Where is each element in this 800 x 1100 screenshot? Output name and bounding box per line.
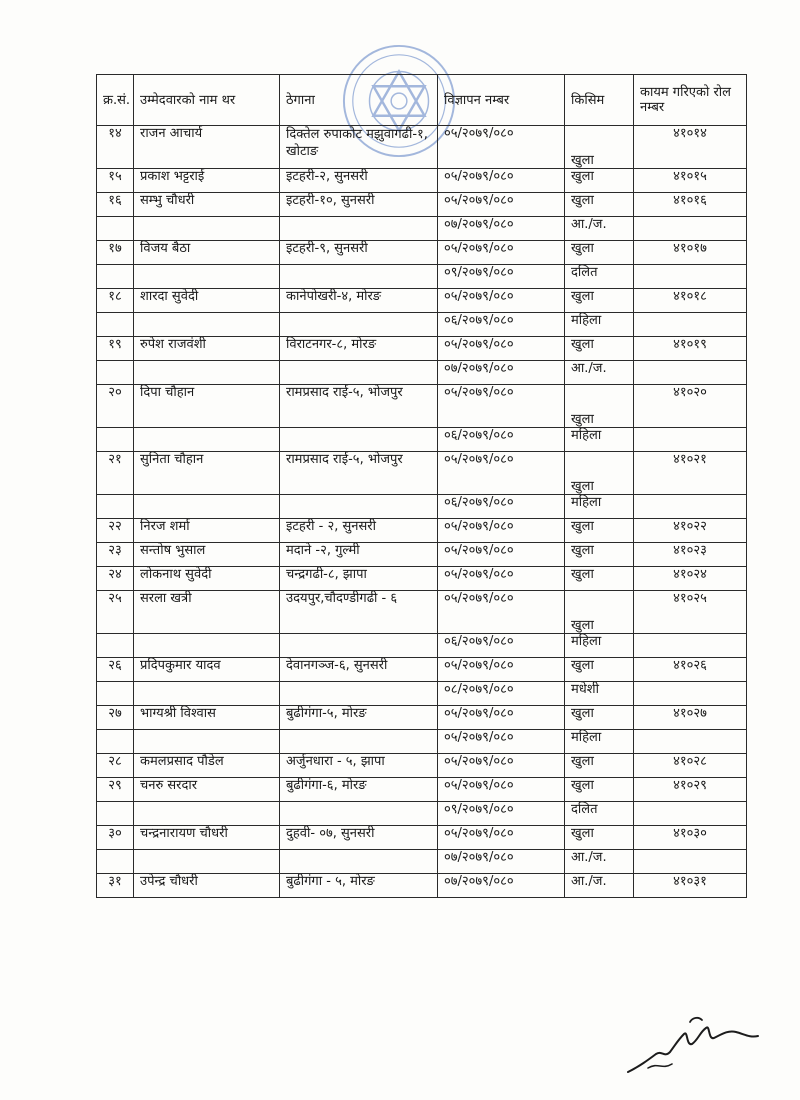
cell-serial: [97, 361, 134, 385]
cell-roll: ४१०२७: [634, 706, 747, 730]
cell-address: इटहरी-१०, सुनसरी: [280, 193, 438, 217]
cell-ad-no: ०९/२०७९/०८०: [438, 265, 565, 289]
cell-roll: ४१०२४: [634, 567, 747, 591]
cell-serial: २३: [97, 543, 134, 567]
cell-name: [134, 802, 280, 826]
cell-serial: [97, 217, 134, 241]
table-row: [97, 591, 747, 634]
table-row: [97, 682, 747, 706]
cell-serial: १७: [97, 241, 134, 265]
table-row: [97, 706, 747, 730]
cell-name: विजय बैठा: [134, 241, 280, 265]
cell-name: सम्भु चौधरी: [134, 193, 280, 217]
cell-name: [134, 634, 280, 658]
cell-serial: १९: [97, 337, 134, 361]
cell-name: लोकनाथ सुवेदी: [134, 567, 280, 591]
cell-address: [280, 730, 438, 754]
header-address: ठेगाना: [280, 75, 438, 126]
cell-ad-no: ०७/२०७९/०८०: [438, 850, 565, 874]
cell-serial: २७: [97, 706, 134, 730]
cell-type: मधेशी: [565, 682, 634, 706]
cell-address: कानेपोखरी-४, मोरङ: [280, 289, 438, 313]
cell-roll: [634, 217, 747, 241]
cell-roll: ४१०२६: [634, 658, 747, 682]
cell-ad-no: ०५/२०७९/०८०: [438, 385, 565, 428]
cell-name: भाग्यश्री विश्वास: [134, 706, 280, 730]
cell-address: रामप्रसाद राई-५, भोजपुर: [280, 452, 438, 495]
cell-type: महिला: [565, 313, 634, 337]
cell-roll: ४१०१४: [634, 126, 747, 169]
cell-ad-no: ०५/२०७९/०८०: [438, 591, 565, 634]
cell-type: खुला: [565, 778, 634, 802]
table-row: [97, 567, 747, 591]
cell-address: [280, 850, 438, 874]
cell-address: इटहरी-२, सुनसरी: [280, 169, 438, 193]
cell-serial: २२: [97, 519, 134, 543]
cell-type: खुला: [565, 519, 634, 543]
table-row: [97, 730, 747, 754]
table-row: [97, 385, 747, 428]
cell-serial: १४: [97, 126, 134, 169]
cell-type: आ./ज.: [565, 217, 634, 241]
cell-address: [280, 634, 438, 658]
cell-address: [280, 361, 438, 385]
cell-ad-no: ०६/२०७९/०८०: [438, 634, 565, 658]
cell-type: खुला: [565, 241, 634, 265]
table-row: [97, 428, 747, 452]
table-row: [97, 826, 747, 850]
cell-ad-no: ०५/२०७९/०८०: [438, 706, 565, 730]
cell-serial: [97, 682, 134, 706]
cell-serial: [97, 802, 134, 826]
cell-address: बुढीगंगा-६, मोरङ: [280, 778, 438, 802]
cell-name: दिपा चौहान: [134, 385, 280, 428]
cell-address: बुढीगंगा - ५, मोरङ: [280, 874, 438, 898]
cell-type: खुला: [565, 658, 634, 682]
cell-ad-no: ०५/२०७९/०८०: [438, 778, 565, 802]
cell-ad-no: ०५/२०७९/०८०: [438, 193, 565, 217]
cell-name: चनरु सरदार: [134, 778, 280, 802]
table-row: [97, 193, 747, 217]
header-ad-no: विज्ञापन नम्बर: [438, 75, 565, 126]
cell-serial: ३१: [97, 874, 134, 898]
cell-name: [134, 850, 280, 874]
table-row: [97, 265, 747, 289]
cell-ad-no: ०८/२०७९/०८०: [438, 682, 565, 706]
cell-ad-no: ०५/२०७९/०८०: [438, 519, 565, 543]
cell-name: [134, 313, 280, 337]
cell-name: [134, 265, 280, 289]
cell-type: खुला: [565, 385, 634, 428]
cell-address: चन्द्रगढी-८, झापा: [280, 567, 438, 591]
cell-serial: १६: [97, 193, 134, 217]
cell-serial: [97, 428, 134, 452]
cell-ad-no: ०७/२०७९/०८०: [438, 874, 565, 898]
cell-serial: [97, 313, 134, 337]
cell-name: उपेन्द्र चौधरी: [134, 874, 280, 898]
cell-name: [134, 730, 280, 754]
cell-type: महिला: [565, 495, 634, 519]
table-row: [97, 754, 747, 778]
cell-ad-no: ०५/२०७९/०८०: [438, 754, 565, 778]
cell-serial: १५: [97, 169, 134, 193]
cell-name: [134, 217, 280, 241]
cell-roll: ४१०२९: [634, 778, 747, 802]
cell-name: सुनिता चौहान: [134, 452, 280, 495]
cell-name: प्रकाश भट्टराई: [134, 169, 280, 193]
cell-roll: ४१०२१: [634, 452, 747, 495]
cell-type: आ./ज.: [565, 850, 634, 874]
table-row: [97, 241, 747, 265]
cell-ad-no: ०५/२०७९/०८०: [438, 658, 565, 682]
table-row: [97, 778, 747, 802]
cell-address: बुढीगंगा-५, मोरङ: [280, 706, 438, 730]
cell-roll: ४१०१६: [634, 193, 747, 217]
cell-roll: ४१०२३: [634, 543, 747, 567]
cell-ad-no: ०५/२०७९/०८०: [438, 452, 565, 495]
cell-roll: [634, 634, 747, 658]
cell-ad-no: ०७/२०७९/०८०: [438, 361, 565, 385]
table-row: [97, 495, 747, 519]
cell-type: खुला: [565, 452, 634, 495]
cell-roll: [634, 495, 747, 519]
cell-type: दलित: [565, 265, 634, 289]
cell-roll: ४१०१७: [634, 241, 747, 265]
table-row: [97, 289, 747, 313]
cell-serial: २९: [97, 778, 134, 802]
cell-serial: [97, 265, 134, 289]
header-serial: क्र.सं.: [97, 75, 134, 126]
cell-name: सन्तोष भुसाल: [134, 543, 280, 567]
cell-roll: [634, 265, 747, 289]
cell-ad-no: ०५/२०७९/०८०: [438, 826, 565, 850]
cell-serial: १८: [97, 289, 134, 313]
table-row: [97, 361, 747, 385]
cell-type: खुला: [565, 706, 634, 730]
header-type: किसिम: [565, 75, 634, 126]
table-row: [97, 313, 747, 337]
cell-roll: ४१०३१: [634, 874, 747, 898]
cell-type: आ./ज.: [565, 874, 634, 898]
cell-type: आ./ज.: [565, 361, 634, 385]
table-row: [97, 874, 747, 898]
cell-type: खुला: [565, 289, 634, 313]
cell-ad-no: ०५/२०७९/०८०: [438, 169, 565, 193]
table-row: [97, 217, 747, 241]
cell-address: [280, 682, 438, 706]
cell-address: दिक्तेल रुपाकोट मझुवागढी-१, खोटाङ: [280, 126, 438, 169]
cell-serial: २१: [97, 452, 134, 495]
cell-name: प्रदिपकुमार यादव: [134, 658, 280, 682]
cell-ad-no: ०६/२०७९/०८०: [438, 428, 565, 452]
cell-ad-no: ०५/२०७९/०८०: [438, 241, 565, 265]
cell-roll: [634, 313, 747, 337]
handwritten-signature: [618, 1010, 768, 1080]
header-name: उम्मेदवारको नाम थर: [134, 75, 280, 126]
cell-name: [134, 495, 280, 519]
cell-address: इटहरी - २, सुनसरी: [280, 519, 438, 543]
cell-serial: २६: [97, 658, 134, 682]
cell-type: खुला: [565, 543, 634, 567]
cell-type: खुला: [565, 567, 634, 591]
cell-name: [134, 361, 280, 385]
cell-type: महिला: [565, 428, 634, 452]
cell-name: चन्द्रनारायण चौधरी: [134, 826, 280, 850]
table-row: [97, 337, 747, 361]
cell-roll: [634, 361, 747, 385]
cell-type: खुला: [565, 193, 634, 217]
cell-address: रामप्रसाद राई-५, भोजपुर: [280, 385, 438, 428]
cell-roll: [634, 682, 747, 706]
cell-address: देवानगञ्ज-६, सुनसरी: [280, 658, 438, 682]
table-row: [97, 850, 747, 874]
cell-type: खुला: [565, 126, 634, 169]
cell-serial: [97, 850, 134, 874]
cell-serial: २८: [97, 754, 134, 778]
cell-type: खुला: [565, 826, 634, 850]
cell-type: खुला: [565, 754, 634, 778]
cell-type: खुला: [565, 337, 634, 361]
cell-roll: ४१०३०: [634, 826, 747, 850]
cell-address: [280, 265, 438, 289]
cell-address: अर्जुनधारा - ५, झापा: [280, 754, 438, 778]
cell-serial: २४: [97, 567, 134, 591]
cell-address: [280, 495, 438, 519]
cell-address: [280, 217, 438, 241]
cell-roll: [634, 850, 747, 874]
table-row: [97, 658, 747, 682]
cell-serial: ३०: [97, 826, 134, 850]
cell-address: मदाने -२, गुल्मी: [280, 543, 438, 567]
header-roll: कायम गरिएको रोल नम्बर: [634, 75, 747, 126]
cell-address: [280, 802, 438, 826]
cell-roll: [634, 428, 747, 452]
cell-name: निरज शर्मा: [134, 519, 280, 543]
cell-name: रुपेश राजवंशी: [134, 337, 280, 361]
cell-ad-no: ०७/२०७९/०८०: [438, 217, 565, 241]
cell-name: [134, 428, 280, 452]
cell-type: दलित: [565, 802, 634, 826]
cell-ad-no: ०५/२०७९/०८०: [438, 567, 565, 591]
cell-roll: ४१०२८: [634, 754, 747, 778]
cell-address: [280, 428, 438, 452]
cell-ad-no: ०५/२०७९/०८०: [438, 289, 565, 313]
cell-name: राजन आचार्य: [134, 126, 280, 169]
table-row: [97, 634, 747, 658]
roll-number-table: [96, 74, 747, 898]
cell-address: दुहवी- ०७, सुनसरी: [280, 826, 438, 850]
cell-name: शारदा सुवेदी: [134, 289, 280, 313]
cell-address: इटहरी-९, सुनसरी: [280, 241, 438, 265]
cell-ad-no: ०५/२०७९/०८०: [438, 337, 565, 361]
cell-roll: ४१०२५: [634, 591, 747, 634]
cell-name: सरला खत्री: [134, 591, 280, 634]
cell-serial: [97, 730, 134, 754]
cell-roll: ४१०२०: [634, 385, 747, 428]
cell-type: खुला: [565, 591, 634, 634]
table-row: [97, 802, 747, 826]
cell-roll: ४१०१९: [634, 337, 747, 361]
cell-address: विराटनगर-८, मोरङ: [280, 337, 438, 361]
cell-name: [134, 682, 280, 706]
table-row: [97, 169, 747, 193]
table-row: [97, 543, 747, 567]
cell-address: [280, 313, 438, 337]
table-row: [97, 519, 747, 543]
cell-roll: [634, 802, 747, 826]
cell-ad-no: ०५/२०७९/०८०: [438, 730, 565, 754]
table-row: [97, 126, 747, 169]
table-row: [97, 452, 747, 495]
cell-roll: ४१०२२: [634, 519, 747, 543]
cell-name: कमलप्रसाद पौडेल: [134, 754, 280, 778]
cell-ad-no: ०६/२०७९/०८०: [438, 495, 565, 519]
cell-roll: ४१०१५: [634, 169, 747, 193]
cell-roll: ४१०१८: [634, 289, 747, 313]
cell-serial: २५: [97, 591, 134, 634]
table-header-row: [97, 75, 747, 126]
cell-roll: [634, 730, 747, 754]
cell-serial: [97, 634, 134, 658]
cell-type: महिला: [565, 730, 634, 754]
cell-ad-no: ०५/२०७९/०८०: [438, 543, 565, 567]
cell-address: उदयपुर,चौदण्डीगढी - ६: [280, 591, 438, 634]
cell-serial: २०: [97, 385, 134, 428]
cell-serial: [97, 495, 134, 519]
cell-type: खुला: [565, 169, 634, 193]
cell-ad-no: ०९/२०७९/०८०: [438, 802, 565, 826]
cell-type: महिला: [565, 634, 634, 658]
cell-ad-no: ०५/२०७९/०८०: [438, 126, 565, 169]
cell-ad-no: ०६/२०७९/०८०: [438, 313, 565, 337]
